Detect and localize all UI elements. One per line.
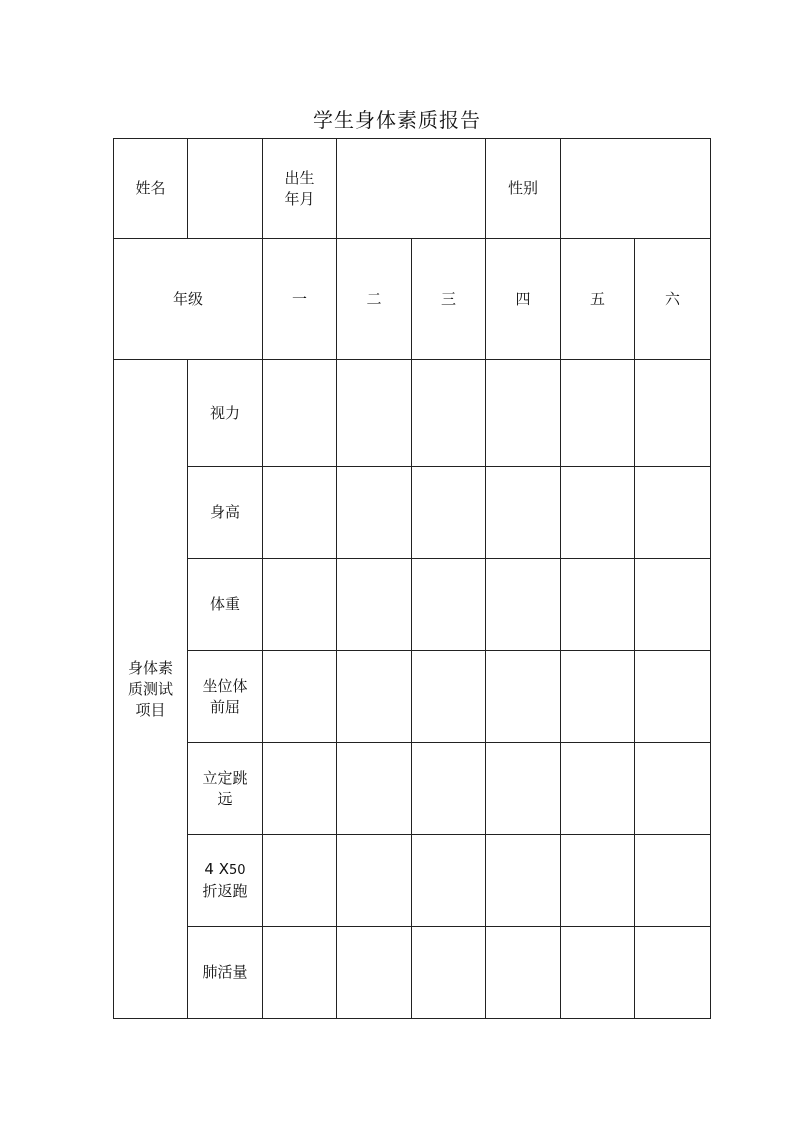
score-cell[interactable] [561,467,635,559]
info-row [114,139,711,239]
score-cell[interactable] [561,651,635,743]
test-row-lung-capacity [114,927,711,1019]
score-cell[interactable] [635,651,711,743]
gender-label: 性别 [486,139,561,239]
score-cell[interactable] [412,467,486,559]
fitness-report-table [113,138,711,1019]
score-cell[interactable] [635,927,711,1019]
score-cell[interactable] [635,467,711,559]
birth-field[interactable] [337,139,486,239]
score-cell[interactable] [263,467,337,559]
name-field[interactable] [188,139,263,239]
test-label-shuttle-run: 4 X50 折返跑 [188,835,263,927]
score-cell[interactable] [412,360,486,467]
score-cell[interactable] [263,835,337,927]
grade-col-3: 三 [412,239,486,360]
score-cell[interactable] [337,559,412,651]
score-cell[interactable] [561,835,635,927]
score-cell[interactable] [486,743,561,835]
score-cell[interactable] [486,559,561,651]
test-label-long-jump: 立定跳 远 [188,743,263,835]
test-group-label: 身体素 质测试 项目 [114,360,188,1019]
score-cell[interactable] [486,927,561,1019]
test-row-shuttle-run [114,835,711,927]
score-cell[interactable] [412,927,486,1019]
test-row-vision [114,360,711,467]
test-label-weight: 体重 [188,559,263,651]
score-cell[interactable] [635,559,711,651]
score-cell[interactable] [263,651,337,743]
grade-col-5: 五 [561,239,635,360]
score-cell[interactable] [561,927,635,1019]
score-cell[interactable] [337,651,412,743]
score-cell[interactable] [337,360,412,467]
score-cell[interactable] [412,559,486,651]
test-row-long-jump [114,743,711,835]
score-cell[interactable] [337,927,412,1019]
score-cell[interactable] [337,835,412,927]
grade-col-1: 一 [263,239,337,360]
score-cell[interactable] [412,835,486,927]
score-cell[interactable] [486,360,561,467]
score-cell[interactable] [561,743,635,835]
birth-label: 出生 年月 [263,139,337,239]
score-cell[interactable] [263,360,337,467]
test-label-lung-capacity: 肺活量 [188,927,263,1019]
test-label-vision: 视力 [188,360,263,467]
score-cell[interactable] [561,559,635,651]
score-cell[interactable] [263,743,337,835]
grade-label: 年级 [114,239,263,360]
score-cell[interactable] [561,360,635,467]
score-cell[interactable] [635,743,711,835]
score-cell[interactable] [486,651,561,743]
score-cell[interactable] [635,835,711,927]
grade-col-6: 六 [635,239,711,360]
score-cell[interactable] [635,360,711,467]
page-title: 学生身体素质报告 [313,108,481,132]
grade-row [114,239,711,360]
test-label-sit-reach: 坐位体 前屈 [188,651,263,743]
score-cell[interactable] [412,743,486,835]
grade-col-2: 二 [337,239,412,360]
score-cell[interactable] [337,467,412,559]
grade-col-4: 四 [486,239,561,360]
test-row-height [114,467,711,559]
test-label-height: 身高 [188,467,263,559]
score-cell[interactable] [337,743,412,835]
name-label: 姓名 [114,139,188,239]
test-row-weight [114,559,711,651]
score-cell[interactable] [263,927,337,1019]
score-cell[interactable] [486,835,561,927]
score-cell[interactable] [486,467,561,559]
score-cell[interactable] [263,559,337,651]
gender-field[interactable] [561,139,711,239]
test-row-sit-reach [114,651,711,743]
score-cell[interactable] [412,651,486,743]
